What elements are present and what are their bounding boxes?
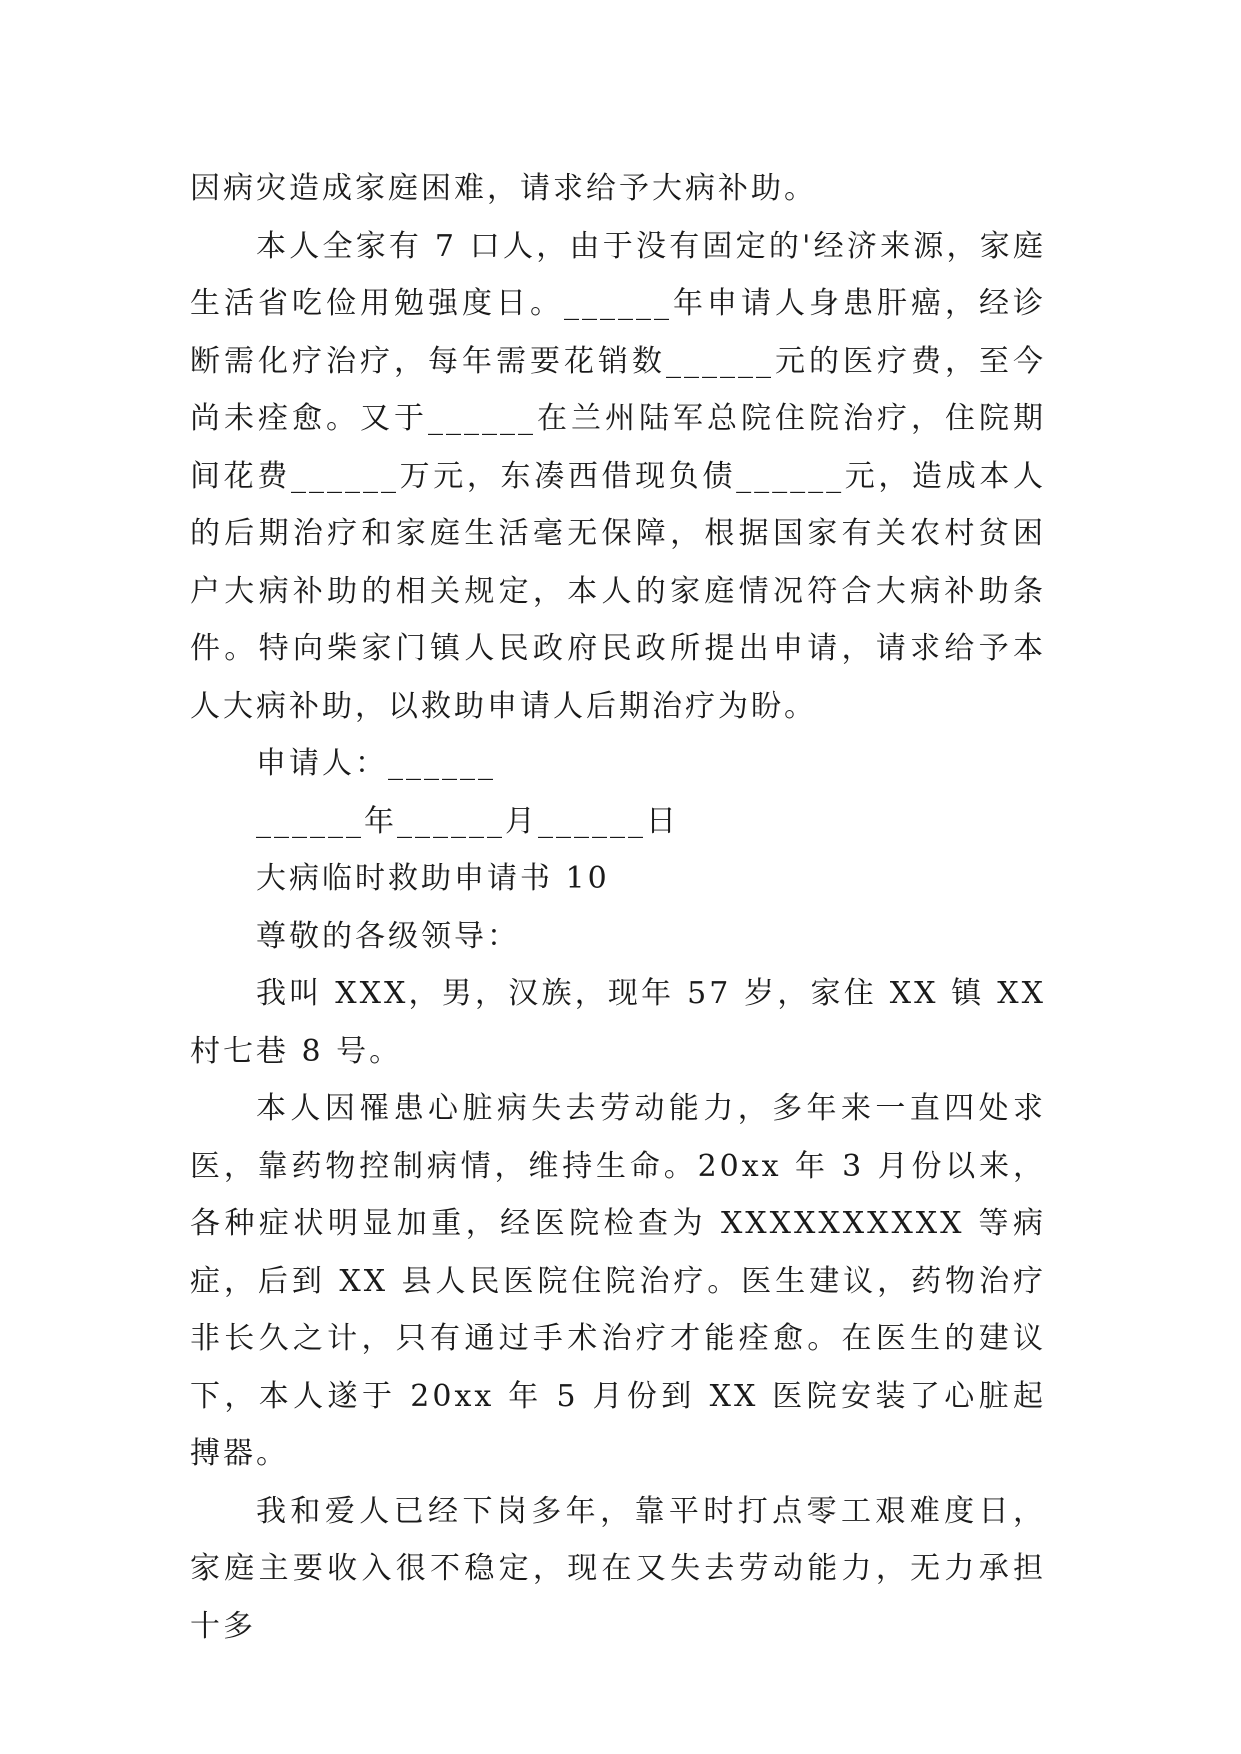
- paragraph-continuation: 因病灾造成家庭困难，请求给予大病补助。: [190, 171, 817, 206]
- paragraph-financial-hardship: 我和爱人已经下岗多年，靠平时打点零工艰难度日，家庭主要收入很不稳定，现在又失去劳动能力，无力承担十多: [190, 1493, 1046, 1644]
- section-title: 大病临时救助申请书 10: [256, 861, 610, 896]
- paragraph-family-situation: 本人全家有 7 口人，由于没有固定的'经济来源，家庭生活省吃俭用勉强度日。______年申请人身患肝癌，经诊断需化疗治疗，每年需要花销数______元的医疗费，至今尚未痊愈。又于______在兰州陆军总院住院治疗，住院期间花费______万元，东凑西借现负债______元，造成本人的后期治疗和家庭生活毫无保障，根据国家有关农村贫困户大病补助的相关规定，本人的家庭情况符合大病补助条件。特向柴家门镇人民政府民政所提出申请，请求给予本人大病补助，以救助申请人后期治疗为盼。: [190, 228, 1046, 724]
- date-line: ______年______月______日: [256, 803, 679, 839]
- paragraph-self-introduction: 我叫 XXX，男，汉族，现年 57 岁，家住 XX 镇 XX 村七巷 8 号。: [190, 976, 1046, 1069]
- paragraph-medical-history: 本人因罹患心脏病失去劳动能力，多年来一直四处求医，靠药物控制病情，维持生命。20xx 年 3 月份以来，各种症状明显加重，经医院检查为 XXXXXXXXXX 等病症，后到 XX 县人民医院住院治疗。医生建议，药物治疗非长久之计，只有通过手术治疗才能痊愈。在医生的建议下，本人遂于 20xx 年 5 月份到 XX 医院安装了心脏起搏器。: [190, 1091, 1046, 1471]
- salutation: 尊敬的各级领导：: [256, 918, 520, 954]
- document-body: [190, 160, 1046, 1655]
- applicant-signature-line: 申请人：______: [256, 746, 496, 781]
